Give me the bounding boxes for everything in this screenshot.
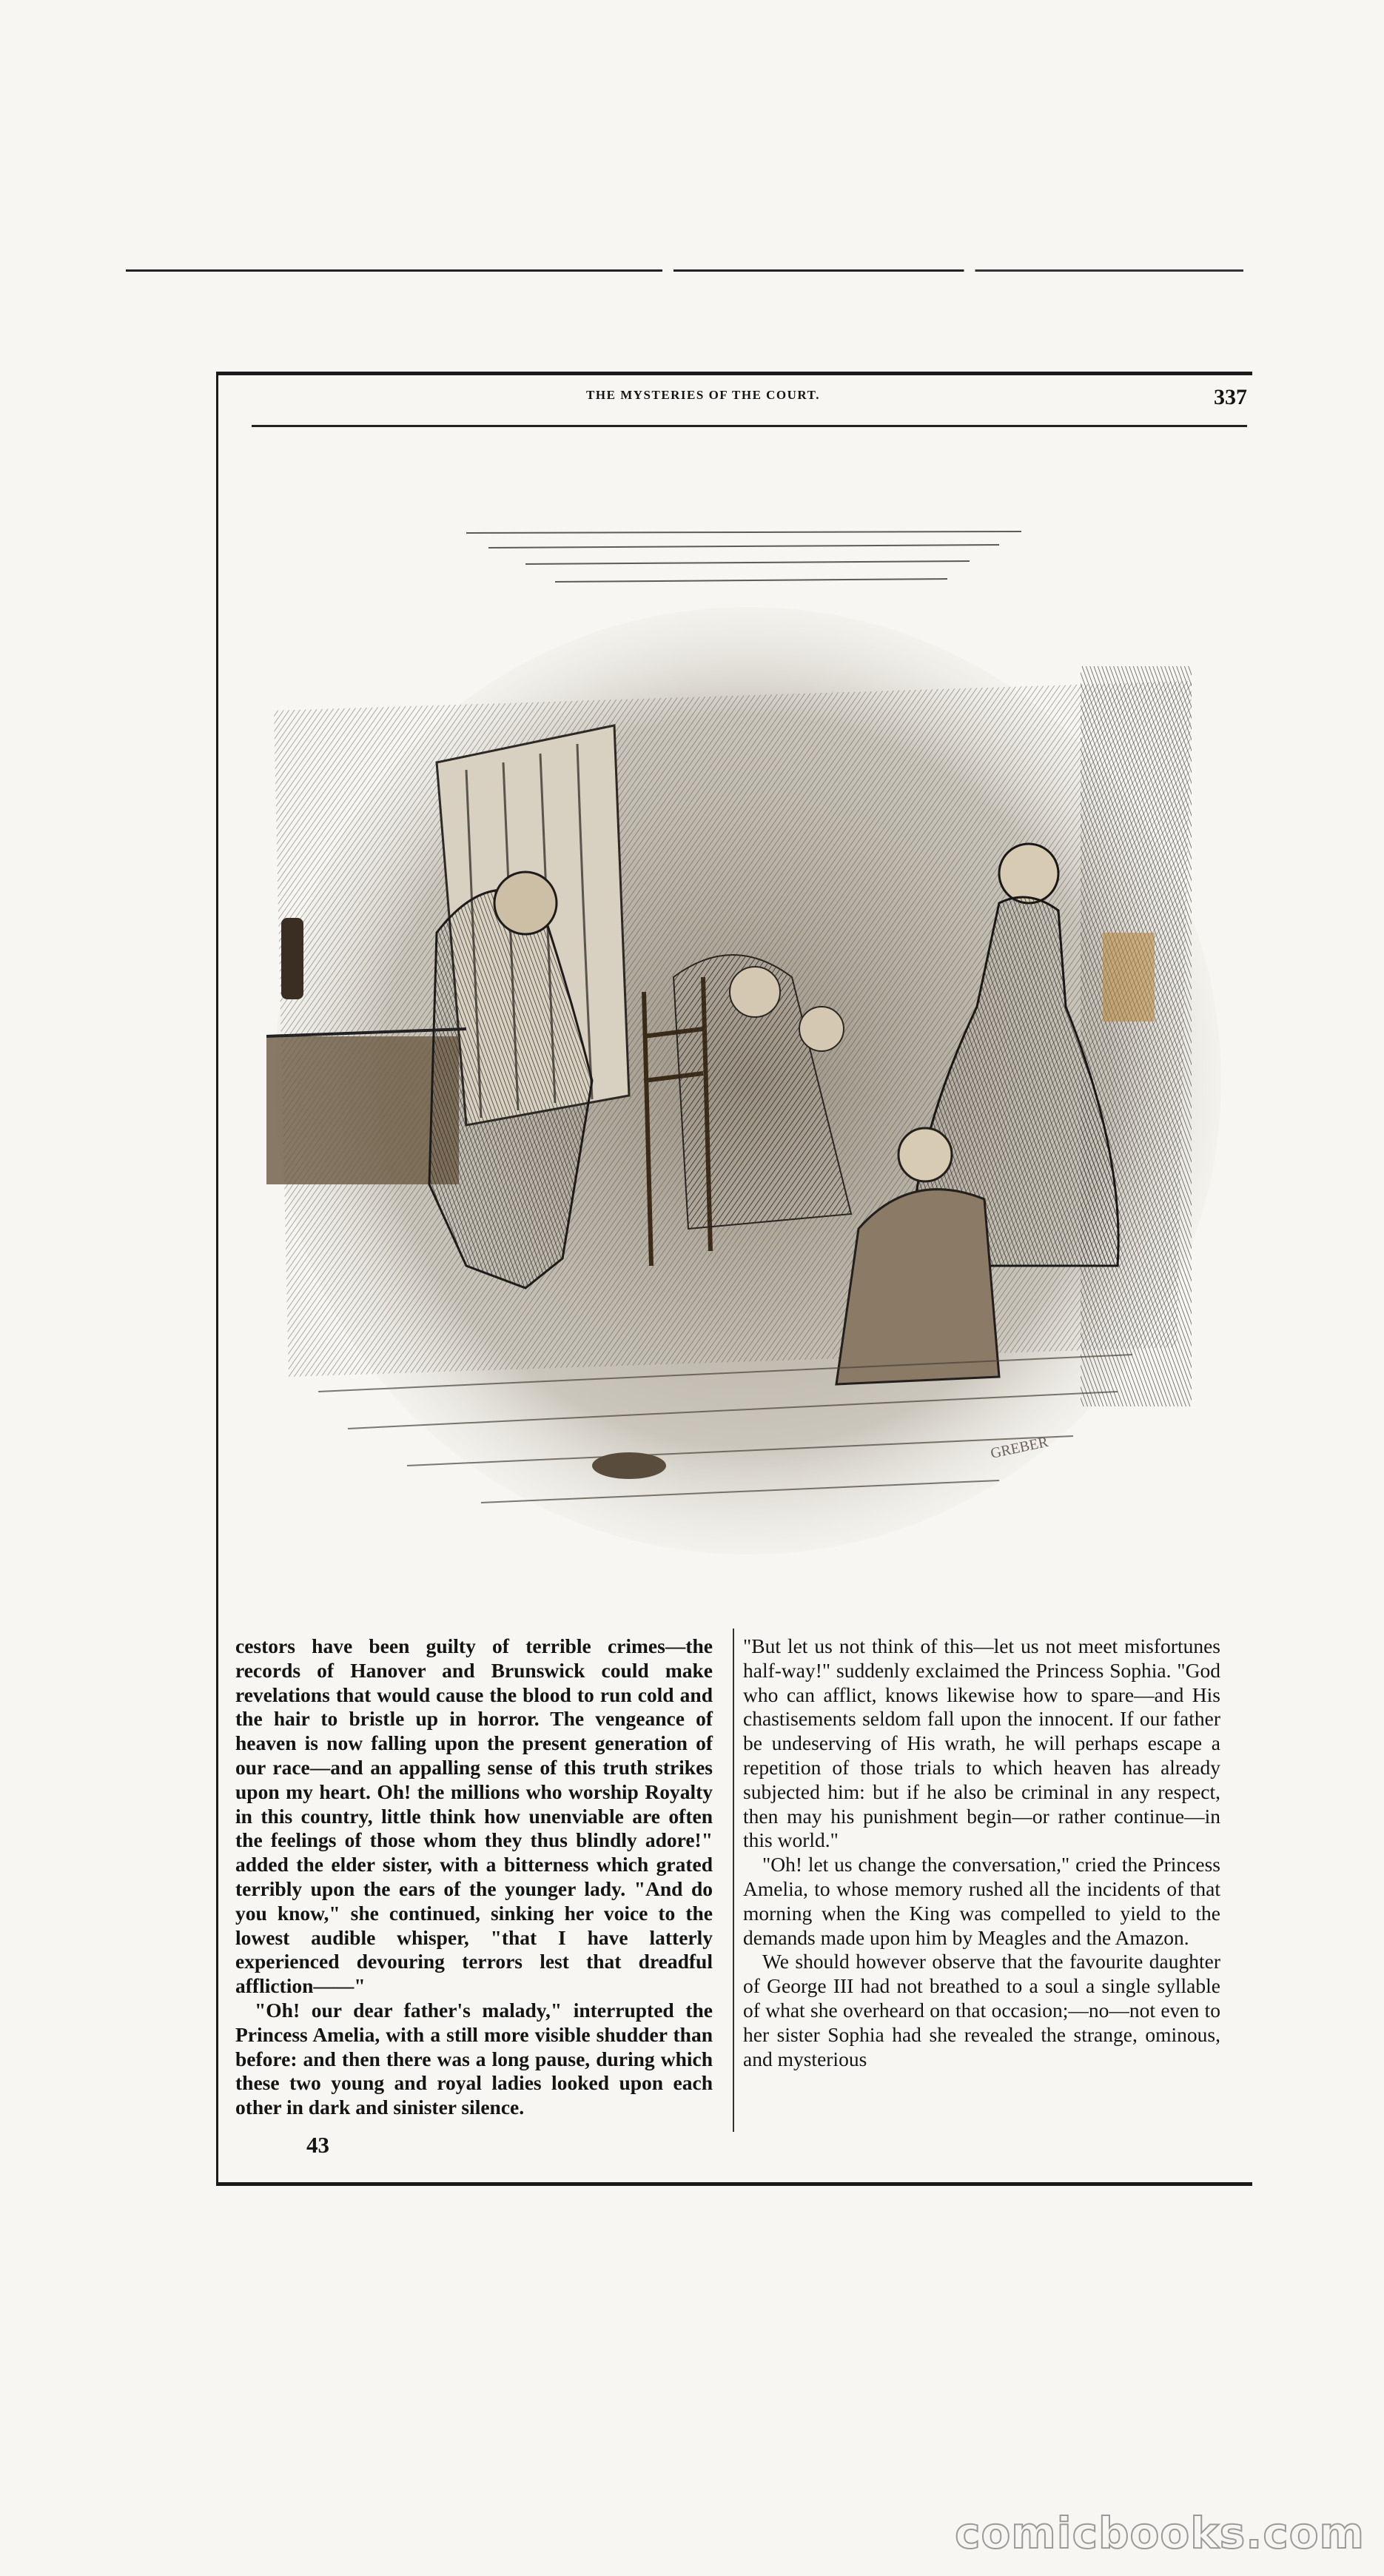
scan-top-rule xyxy=(126,269,1243,272)
right-text-column xyxy=(743,1634,1220,2071)
paragraph: "But let us not think of this—let us not meet misfortunes half-way!" suddenly exclaimed the Princess Sophia. "God who can afflict, knows likewise how to spare—and His chastisements seldom fall upon the innocent. If our father be undeserving of His wrath, he will perhaps escape a repetition of those trials to which heaven has already subjected him: but if he also be criminal in any respect, then may his punishment begin—or rather continue—in this world." xyxy=(743,1634,1220,1852)
head-rule xyxy=(252,425,1247,427)
paragraph: We should however observe that the favourite daughter of George III had not breathed to a soul a single syllable of what she overheard on that occasion;—no—not even to her sister Sophia had she revealed the strange, ominous, and mysterious xyxy=(743,1950,1220,2070)
page-number: 337 xyxy=(1214,385,1247,409)
paragraph: "Oh! our dear father's malady," interrupted the Princess Amelia, with a still more visible shudder than before: and then there was a long pause, during which these two young and royal ladies looked upon each other in dark and sinister silence. xyxy=(235,1998,713,2119)
page-frame-left-rule xyxy=(216,372,218,2185)
column-divider xyxy=(733,1629,734,2132)
running-title: THE MYSTERIES OF THE COURT. xyxy=(586,388,820,402)
paragraph: cestors have been guilty of terrible crimes—the records of Hanover and Brunswick could make revelations that would cause the blood to run cold and the hair to bristle up in horror. The vengeance of heaven is now falling upon the present generation of our race—and an appalling sense of this truth strikes upon my heart. Oh! the millions who worship Royalty in this country, little think how unenviable are often the feelings of those whom they thus blindly adore!" added the elder sister, with a bitterness which grated terribly upon the ears of the younger lady. "And do you know," she continued, sinking her voice to the lowest audible whisper, "that I have latterly experienced devouring terrors lest that dreadful affliction——" xyxy=(235,1634,713,1998)
site-watermark: comicbooks.com xyxy=(955,2508,1365,2558)
page-frame-bottom-rule xyxy=(216,2182,1252,2186)
left-text-column xyxy=(235,1634,713,2120)
engraver-signature: GREBER xyxy=(989,1433,1050,1462)
signature-mark: 43 xyxy=(306,2132,329,2158)
engraving-illustration xyxy=(244,518,1247,1577)
running-head xyxy=(252,385,1247,415)
paragraph: "Oh! let us change the conversation," cried the Princess Amelia, to whose memory rushed all the incidents of that morning when the King was compelled to yield to the demands made upon him by Meagles and the Amazon. xyxy=(743,1853,1220,1949)
page-frame-top-rule xyxy=(216,372,1252,375)
